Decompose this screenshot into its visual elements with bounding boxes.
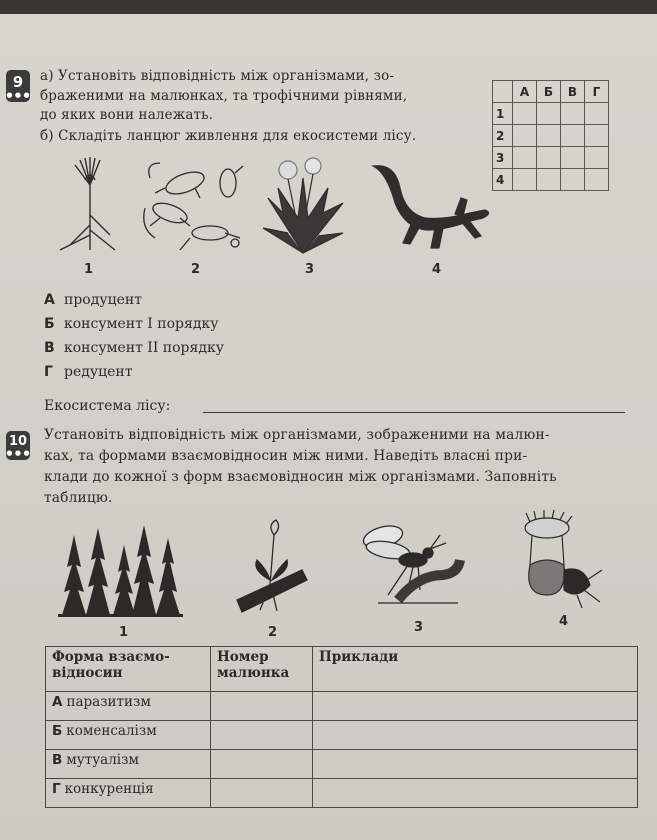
grid-cell[interactable]	[537, 125, 561, 147]
sea-anemone-and-hermit-crab-illustration	[512, 510, 607, 610]
grid-cell[interactable]	[585, 103, 609, 125]
grid-cell[interactable]	[537, 169, 561, 191]
form-letter: А	[52, 694, 63, 710]
option-text: продуцент	[64, 292, 142, 308]
grid-row-header: 2	[493, 125, 513, 147]
difficulty-dots-icon: ● ● ●	[6, 449, 30, 457]
form-text: паразитизм	[66, 694, 151, 710]
header-form-line-1: Форма взаємо-	[52, 649, 170, 665]
table-row	[46, 721, 638, 750]
grid-row-header: 3	[493, 147, 513, 169]
task-10-picture-number: 4	[559, 614, 569, 629]
option-letter: Г	[44, 364, 53, 380]
examples-cell[interactable]	[313, 750, 638, 779]
task-9-line-a3: до яких вони належать.	[40, 107, 214, 123]
number-cell[interactable]	[211, 750, 313, 779]
form-text: коменсалізм	[66, 723, 157, 739]
table-row	[46, 750, 638, 779]
number-cell[interactable]	[211, 779, 313, 808]
task-9-picture-number: 3	[305, 262, 315, 277]
spruce-forest-illustration	[58, 520, 183, 620]
insects-illustration	[140, 158, 245, 253]
grid-row-header: 1	[493, 103, 513, 125]
lizard-illustration	[365, 158, 497, 253]
plant-sketch-illustration	[50, 155, 130, 255]
grid-col-header: В	[561, 81, 585, 103]
option-text: редуцент	[64, 364, 133, 380]
option-text: консумент ІІ порядку	[64, 340, 224, 356]
grid-col-header: А	[513, 81, 537, 103]
difficulty-dots-icon: ● ● ●	[6, 91, 30, 99]
table-row	[46, 692, 638, 721]
ecosystem-label: Екосистема лісу:	[44, 398, 171, 414]
task-10-line-2: ках, та формами взаємовідносин між ними. Наведіть власні при-	[44, 448, 528, 464]
option-text: консумент І порядку	[64, 316, 219, 332]
task-10-picture-number: 2	[268, 625, 278, 640]
grid-cell[interactable]	[513, 147, 537, 169]
examples-cell[interactable]	[313, 692, 638, 721]
header-form	[46, 647, 211, 692]
grid-cell[interactable]	[585, 169, 609, 191]
grid-cell[interactable]	[537, 147, 561, 169]
header-form-line-2: відносин	[52, 665, 123, 681]
examples-cell[interactable]	[313, 721, 638, 750]
task-9-picture-number: 1	[84, 262, 94, 277]
task-10-line-3: клади до кожної з форм взаємовідносин між організмами. Заповніть	[44, 469, 557, 485]
task-10-line-1: Установіть відповідність між організмами, зображеними на малюн-	[44, 427, 550, 443]
option-letter: А	[44, 292, 55, 308]
grid-cell[interactable]	[561, 125, 585, 147]
grid-cell[interactable]	[513, 125, 537, 147]
grid-row-header: 4	[493, 169, 513, 191]
task-9-badge	[6, 70, 30, 102]
ecosystem-answer-line[interactable]	[203, 412, 625, 413]
wasp-and-caterpillar-illustration	[358, 515, 468, 610]
task-9-picture-number: 4	[432, 262, 442, 277]
grid-cell[interactable]	[513, 103, 537, 125]
form-letter: Г	[52, 781, 61, 797]
task-10-line-4: таблицю.	[44, 490, 113, 506]
task-9-number: 9	[12, 73, 24, 91]
grid-cell[interactable]	[537, 103, 561, 125]
option-letter: В	[44, 340, 55, 356]
table-row	[46, 779, 638, 808]
number-cell[interactable]	[211, 692, 313, 721]
header-number-line-1: Номер	[217, 649, 269, 665]
grid-cell[interactable]	[585, 147, 609, 169]
grid-col-header: Б	[537, 81, 561, 103]
grid-cell[interactable]	[561, 147, 585, 169]
form-cell	[46, 750, 211, 779]
form-cell	[46, 779, 211, 808]
answer-grid	[492, 80, 609, 191]
task-10-number: 10	[8, 434, 28, 449]
form-text: мутуалізм	[66, 752, 139, 768]
form-cell	[46, 692, 211, 721]
option-c	[44, 340, 224, 356]
task-9-line-a2: браженими на малюнках, та трофічними рівнями,	[40, 88, 408, 104]
dandelion-illustration	[258, 158, 348, 258]
option-a	[44, 292, 142, 308]
form-cell	[46, 721, 211, 750]
option-d	[44, 364, 132, 380]
header-examples: Приклади	[313, 647, 638, 692]
task-9-picture-number: 2	[191, 262, 201, 277]
grid-corner	[493, 81, 513, 103]
form-letter: В	[52, 752, 63, 768]
grid-cell[interactable]	[513, 169, 537, 191]
grid-col-header: Г	[585, 81, 609, 103]
grid-cell[interactable]	[561, 103, 585, 125]
option-letter: Б	[44, 316, 55, 332]
option-b	[44, 316, 218, 332]
number-cell[interactable]	[211, 721, 313, 750]
form-text: конкуренція	[64, 781, 154, 797]
orchid-on-branch-illustration	[232, 515, 312, 615]
task-10-badge	[6, 431, 30, 460]
header-number	[211, 647, 313, 692]
task-9-line-a1: а) Установіть відповідність між організмами, зо-	[40, 68, 395, 84]
task-9-line-b: б) Складіть ланцюг живлення для екосистеми лісу.	[40, 128, 417, 144]
grid-cell[interactable]	[585, 125, 609, 147]
task-10-picture-number: 3	[414, 620, 424, 635]
relationships-table	[45, 646, 638, 808]
grid-cell[interactable]	[561, 169, 585, 191]
header-number-line-2: малюнка	[217, 665, 290, 681]
table-header-row	[46, 647, 638, 692]
task-10-picture-number: 1	[119, 625, 129, 640]
examples-cell[interactable]	[313, 779, 638, 808]
form-letter: Б	[52, 723, 63, 739]
